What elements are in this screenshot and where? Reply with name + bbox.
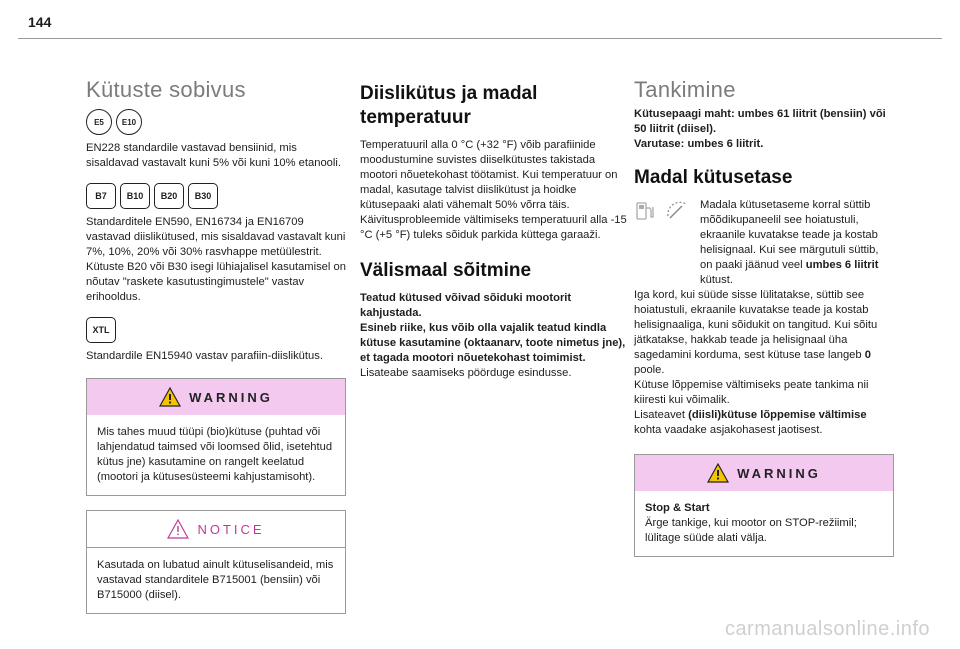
section-title-refuelling: Tankimine [634,77,736,102]
column-refuelling [634,77,894,557]
low-fuel-text-a-bold: umbes 6 liitrit [805,259,879,271]
section-title-diesel-low-temp: Diislikütus ja madal temperatuur [360,83,538,128]
stop-start-text: Ärge tankige, kui mootor on STOP-režiimil; lülitage süüde alati välja. [645,517,857,544]
xtl-description: Standardile EN15940 vastav parafiin-diislikütus. [86,350,323,362]
low-fuel-text-b-end: poole. [634,364,665,376]
fuel-pump-icon [634,200,656,222]
low-fuel-text-d-end: kohta vaadake asjakohasest jaotisest. [634,424,823,436]
warning-box-stop-start [634,454,894,557]
warning-body-2 [635,491,893,556]
b10-fuel-icon: B10 [120,183,150,209]
b30-fuel-icon: B30 [188,183,218,209]
driving-abroad-bold: Teatud kütused võivad sõiduki mootorit kahjustada. Esineb riike, kus võib olla vajalik teatud kindla kütuse kasutamine (oktaanarv, toote nimetus jne), et tagada mootori nõuetekohast toimimist. [360,292,626,364]
warning-box-fuel [86,378,346,496]
notice-box [86,510,346,614]
header-rule [18,38,942,39]
watermark-logo: carmanualsonline.info [724,618,930,640]
low-fuel-text-d: Lisateavet [634,409,689,421]
section-title-low-fuel: Madal kütusetase [634,167,793,188]
notice-title: NOTICE [197,521,265,537]
notice-triangle-icon [167,519,189,539]
petrol-icons [86,109,346,135]
diesel-description: Standarditele EN590, EN16734 ja EN16709 vastavad diislikütused, mis sisaldavad vastavalt kuni 7%, 10%, 20% või 30% rasvhappe metüülestrit. Kütuste B20 või B30 isegi lühiajalisel kasutamisel on nõutav "raskete kasutustingimustele" vastav erihooldus. [86,216,346,303]
low-fuel-text-b-bold: 0 [864,349,871,361]
stop-start-subtitle: Stop & Start [645,502,710,514]
low-fuel-text-b: Iga kord, kui süüde sisse lülitatakse, süttib see hoiatustuli, ekraanile kuvatakse teade ja kostab helisignaaliga, kuni sõidukit on tangitud. Kui sõitu jätkatakse, hakkab teade ja helisignaal üha sagedamini korduma, sest kütuse tase langeb [634,289,878,361]
low-fuel-paragraph-b [634,288,894,378]
low-fuel-text-a-end: kütust. [700,274,733,286]
tank-capacity: Kütusepaagi maht: umbes 61 liitrit (bensiin) või 50 liitrit (diisel). [634,108,886,135]
low-fuel-paragraph-c: Kütuse lõppemise vältimiseks peate tankima nii kiiresti kui võimalik. [634,379,869,406]
warning-triangle-icon [707,463,729,483]
low-fuel-text-d-bold: (diisli)kütuse lõppemise vältimise [688,409,867,421]
b20-fuel-icon: B20 [154,183,184,209]
driving-abroad-text: Lisateabe saamiseks pöörduge esindusse. [360,367,572,379]
e10-fuel-icon: E10 [116,109,142,135]
page-number: 144 [28,14,52,30]
warning-text: Mis tahes muud tüüpi (bio)kütuse (puhtad või lahjendatud taimsed või loomsed õlid, isetehtud kütus jne) kasutamine on rangelt keelatud (mootori ja kütusesüsteemi kahjustamisoht). [97,426,333,483]
warning-header-2 [635,455,893,491]
section-title-driving-abroad: Välismaal sõitmine [360,260,532,281]
column-diesel-low-temp [360,82,628,381]
diesel-low-temp-text: Temperatuuril alla 0 °C (+32 °F) võib parafiinide moodustumine suvistes diiselkütustes takistada mootori nõuetekohast töötamist. Kui temperatuur on madal, kasutage talvist diislikütust ja hoidke kütusepaaki alati vähemalt 50% võrra täis. Käivitusprobleemide vältimiseks temperatuuril alla -15 °C (+5 °F) tuleks sõiduk parkida küttega garaaži. [360,139,627,241]
column-fuel-compatibility [86,77,346,614]
notice-header [87,511,345,548]
low-fuel-row [634,198,894,288]
warning-title-2: WARNING [737,465,821,481]
warning-title: WARNING [189,389,273,405]
warning-triangle-icon [159,387,181,407]
b7-fuel-icon: B7 [86,183,116,209]
e5-fuel-icon: E5 [86,109,112,135]
xtl-icons [86,317,346,343]
reserve-level: Varutase: umbes 6 liitrit. [634,138,764,150]
notice-text: Kasutada on lubatud ainult kütuselisandeid, mis vastavad standarditele B715001 (bensiin) või B715000 (diisel). [97,559,334,601]
warning-header [87,379,345,415]
low-fuel-text-a: Madala kütusetaseme korral süttib mõõdikupaneelil see hoiatustuli, ekraanile kuvatakse teade ja kostab helisignaal. Kui see märgutuli süttib, on paaki jäänud veel [700,199,879,271]
low-fuel-intro [700,198,894,288]
low-fuel-icons [634,200,692,222]
low-fuel-paragraph-d [634,408,894,438]
xtl-fuel-icon: XTL [86,317,116,343]
fuel-gauge-icon [662,200,692,222]
petrol-description: EN228 standardile vastavad bensiinid, mis sisaldavad vastavalt kuni 5% või kuni 10% etanooli. [86,142,341,169]
section-title-fuel-compatibility: Kütuste sobivus [86,77,246,102]
diesel-icons [86,183,346,209]
